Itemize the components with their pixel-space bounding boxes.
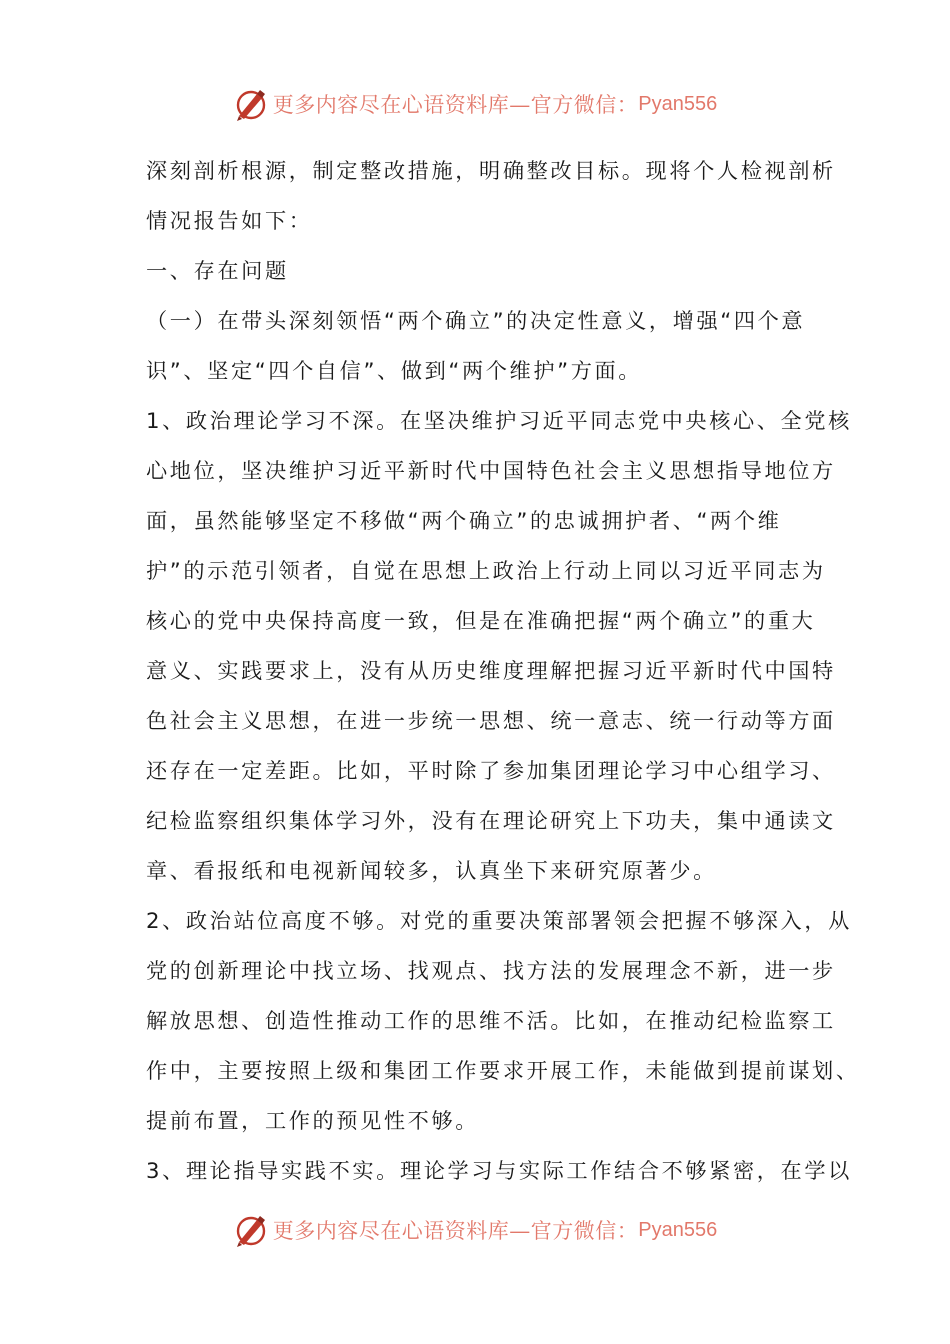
text-line: 心地位，坚决维护习近平新时代中国特色社会主义思想指导地位方 — [146, 458, 836, 483]
subsection-heading: （一）在带头深刻领悟“两个确立”的决定性意义，增强“四个意 — [146, 308, 806, 333]
text-line: 核心的党中央保持高度一致，但是在准确把握“两个确立”的重大 — [146, 608, 816, 633]
document-body — [146, 146, 860, 1196]
text-line: 护”的示范引领者，自觉在思想上政治上行动上同以习近平同志为 — [146, 558, 826, 583]
header-text: 更多内容尽在心语资料库—官方微信： — [272, 93, 639, 117]
text-line: 解放思想、创造性推动工作的思维不活。比如，在推动纪检监察工 — [146, 1008, 836, 1033]
subsection-heading: 识”、坚定“四个自信”、做到“两个维护”方面。 — [146, 358, 643, 383]
text-line: 面，虽然能够坚定不移做“两个确立”的忠诚拥护者、“两个维 — [146, 508, 782, 533]
text-line: 色社会主义思想，在进一步统一思想、统一意志、统一行动等方面 — [146, 708, 836, 733]
text-line: 纪检监察组织集体学习外，没有在理论研究上下功夫，集中通读文 — [146, 808, 836, 833]
footer-wechat-id: Pyan556 — [638, 1218, 718, 1241]
text-line: 2、政治站位高度不够。对党的重要决策部署领会把握不够深入，从 — [146, 908, 852, 933]
text-line: 还存在一定差距。比如，平时除了参加集团理论学习中心组学习、 — [146, 758, 836, 783]
footer-banner — [0, 1210, 950, 1250]
text-line: 章、看报纸和电视新闻较多，认真坐下来研究原著少。 — [146, 858, 717, 883]
section-heading: 一、存在问题 — [146, 258, 289, 283]
pen-circle-logo-icon — [233, 1212, 269, 1248]
text-line: 3、理论指导实践不实。理论学习与实际工作结合不够紧密，在学以 — [146, 1158, 852, 1183]
header-wechat-id: Pyan556 — [638, 92, 718, 115]
text-line: 提前布置，工作的预见性不够。 — [146, 1108, 480, 1133]
text-line: 意义、实践要求上，没有从历史维度理解把握习近平新时代中国特 — [146, 658, 836, 683]
header-banner — [0, 84, 950, 124]
text-line: 深刻剖析根源，制定整改措施，明确整改目标。现将个人检视剖析 — [146, 158, 836, 183]
pen-circle-logo-icon — [233, 86, 269, 122]
text-line: 1、政治理论学习不深。在坚决维护习近平同志党中央核心、全党核 — [146, 408, 852, 433]
footer-text: 更多内容尽在心语资料库—官方微信： — [272, 1219, 639, 1243]
text-line: 党的创新理论中找立场、找观点、找方法的发展理念不新，进一步 — [146, 958, 836, 983]
text-line: 作中，主要按照上级和集团工作要求开展工作，未能做到提前谋划、 — [146, 1058, 860, 1083]
text-line: 情况报告如下： — [146, 208, 313, 233]
